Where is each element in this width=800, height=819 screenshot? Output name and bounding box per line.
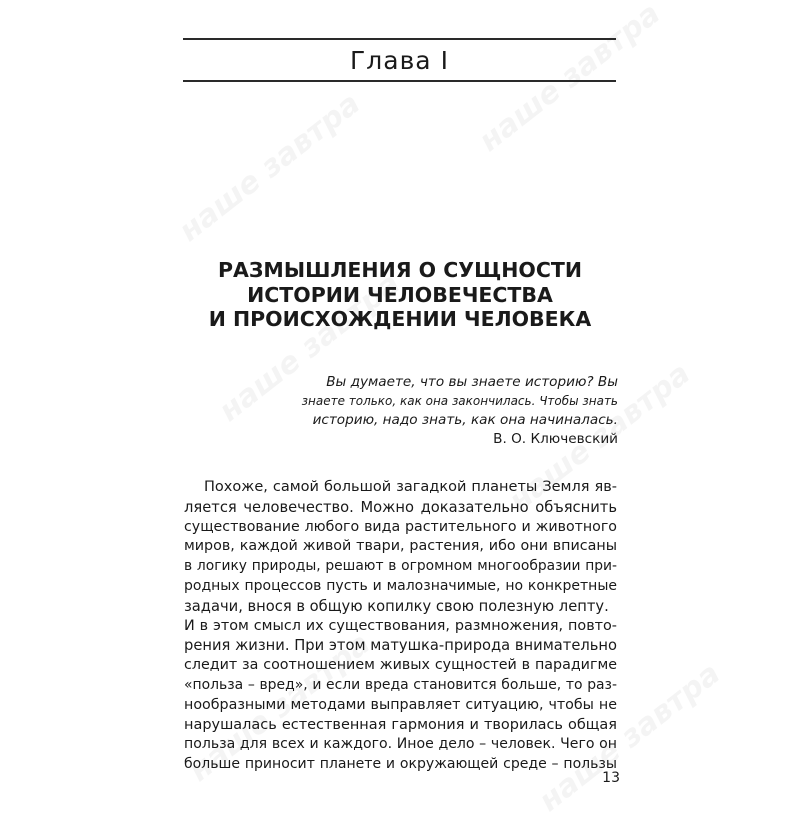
body-line: И в этом смысл их существования, размножения, повто- bbox=[184, 617, 617, 634]
body-line: родных процессов пусть и малозначимые, но конкретные bbox=[184, 577, 617, 594]
page-number: 13 bbox=[602, 770, 620, 786]
body-line: следит за соотношением живых сущностей в парадигме bbox=[184, 657, 617, 674]
body-line: Похоже, самой большой загадкой планеты Земля яв- bbox=[204, 479, 617, 495]
body-line: «польза – вред», и если вреда становится больше, то раз- bbox=[184, 676, 617, 693]
main-title bbox=[170, 258, 630, 332]
epigraph-line: историю, надо знать, как она начиналась. bbox=[312, 412, 618, 428]
epigraph-line: Вы думаете, что вы знаете историю? Вы bbox=[326, 374, 618, 390]
main-title-line: РАЗМЫШЛЕНИЯ О СУЩНОСТИ bbox=[217, 258, 583, 282]
body-line: больше приносит планете и окружающей среде – пользы bbox=[184, 756, 617, 773]
body-line: рения жизни. При этом матушка-природа внимательно bbox=[184, 637, 617, 655]
main-title-line: И ПРОИСХОЖДЕНИИ ЧЕЛОВЕКА bbox=[208, 307, 592, 331]
body-line: миров, каждой живой твари, растения, ибо они вписаны bbox=[184, 538, 617, 555]
chapter-title: Глава I bbox=[350, 45, 449, 75]
epigraph-line: знаете только, как она закончилась. Чтобы знать bbox=[301, 394, 618, 408]
main-title-line: ИСТОРИИ ЧЕЛОВЕЧЕСТВА bbox=[247, 282, 553, 307]
body-line: в логику природы, решают в огромном многообразии при- bbox=[184, 558, 617, 575]
body-line: польза для всех и каждого. Иное дело – человек. Чего он bbox=[184, 736, 617, 753]
watermark bbox=[172, 86, 366, 249]
epigraph bbox=[300, 373, 618, 430]
body-paragraph bbox=[184, 478, 617, 775]
epigraph-author: В. О. Ключевский bbox=[493, 431, 618, 447]
body-line: нарушалась естественная гармония и творилась общая bbox=[184, 716, 617, 733]
chapter-header bbox=[183, 38, 616, 82]
body-line: ляется человечество. Можно доказательно объяснить bbox=[184, 498, 617, 516]
body-line: существование любого вида растительного и животного bbox=[184, 518, 617, 535]
body-line: задачи, внося в общую копилку свою полезную лепту. bbox=[184, 597, 609, 615]
body-line: нообразными методами выправляет ситуацию, чтобы не bbox=[184, 696, 617, 713]
